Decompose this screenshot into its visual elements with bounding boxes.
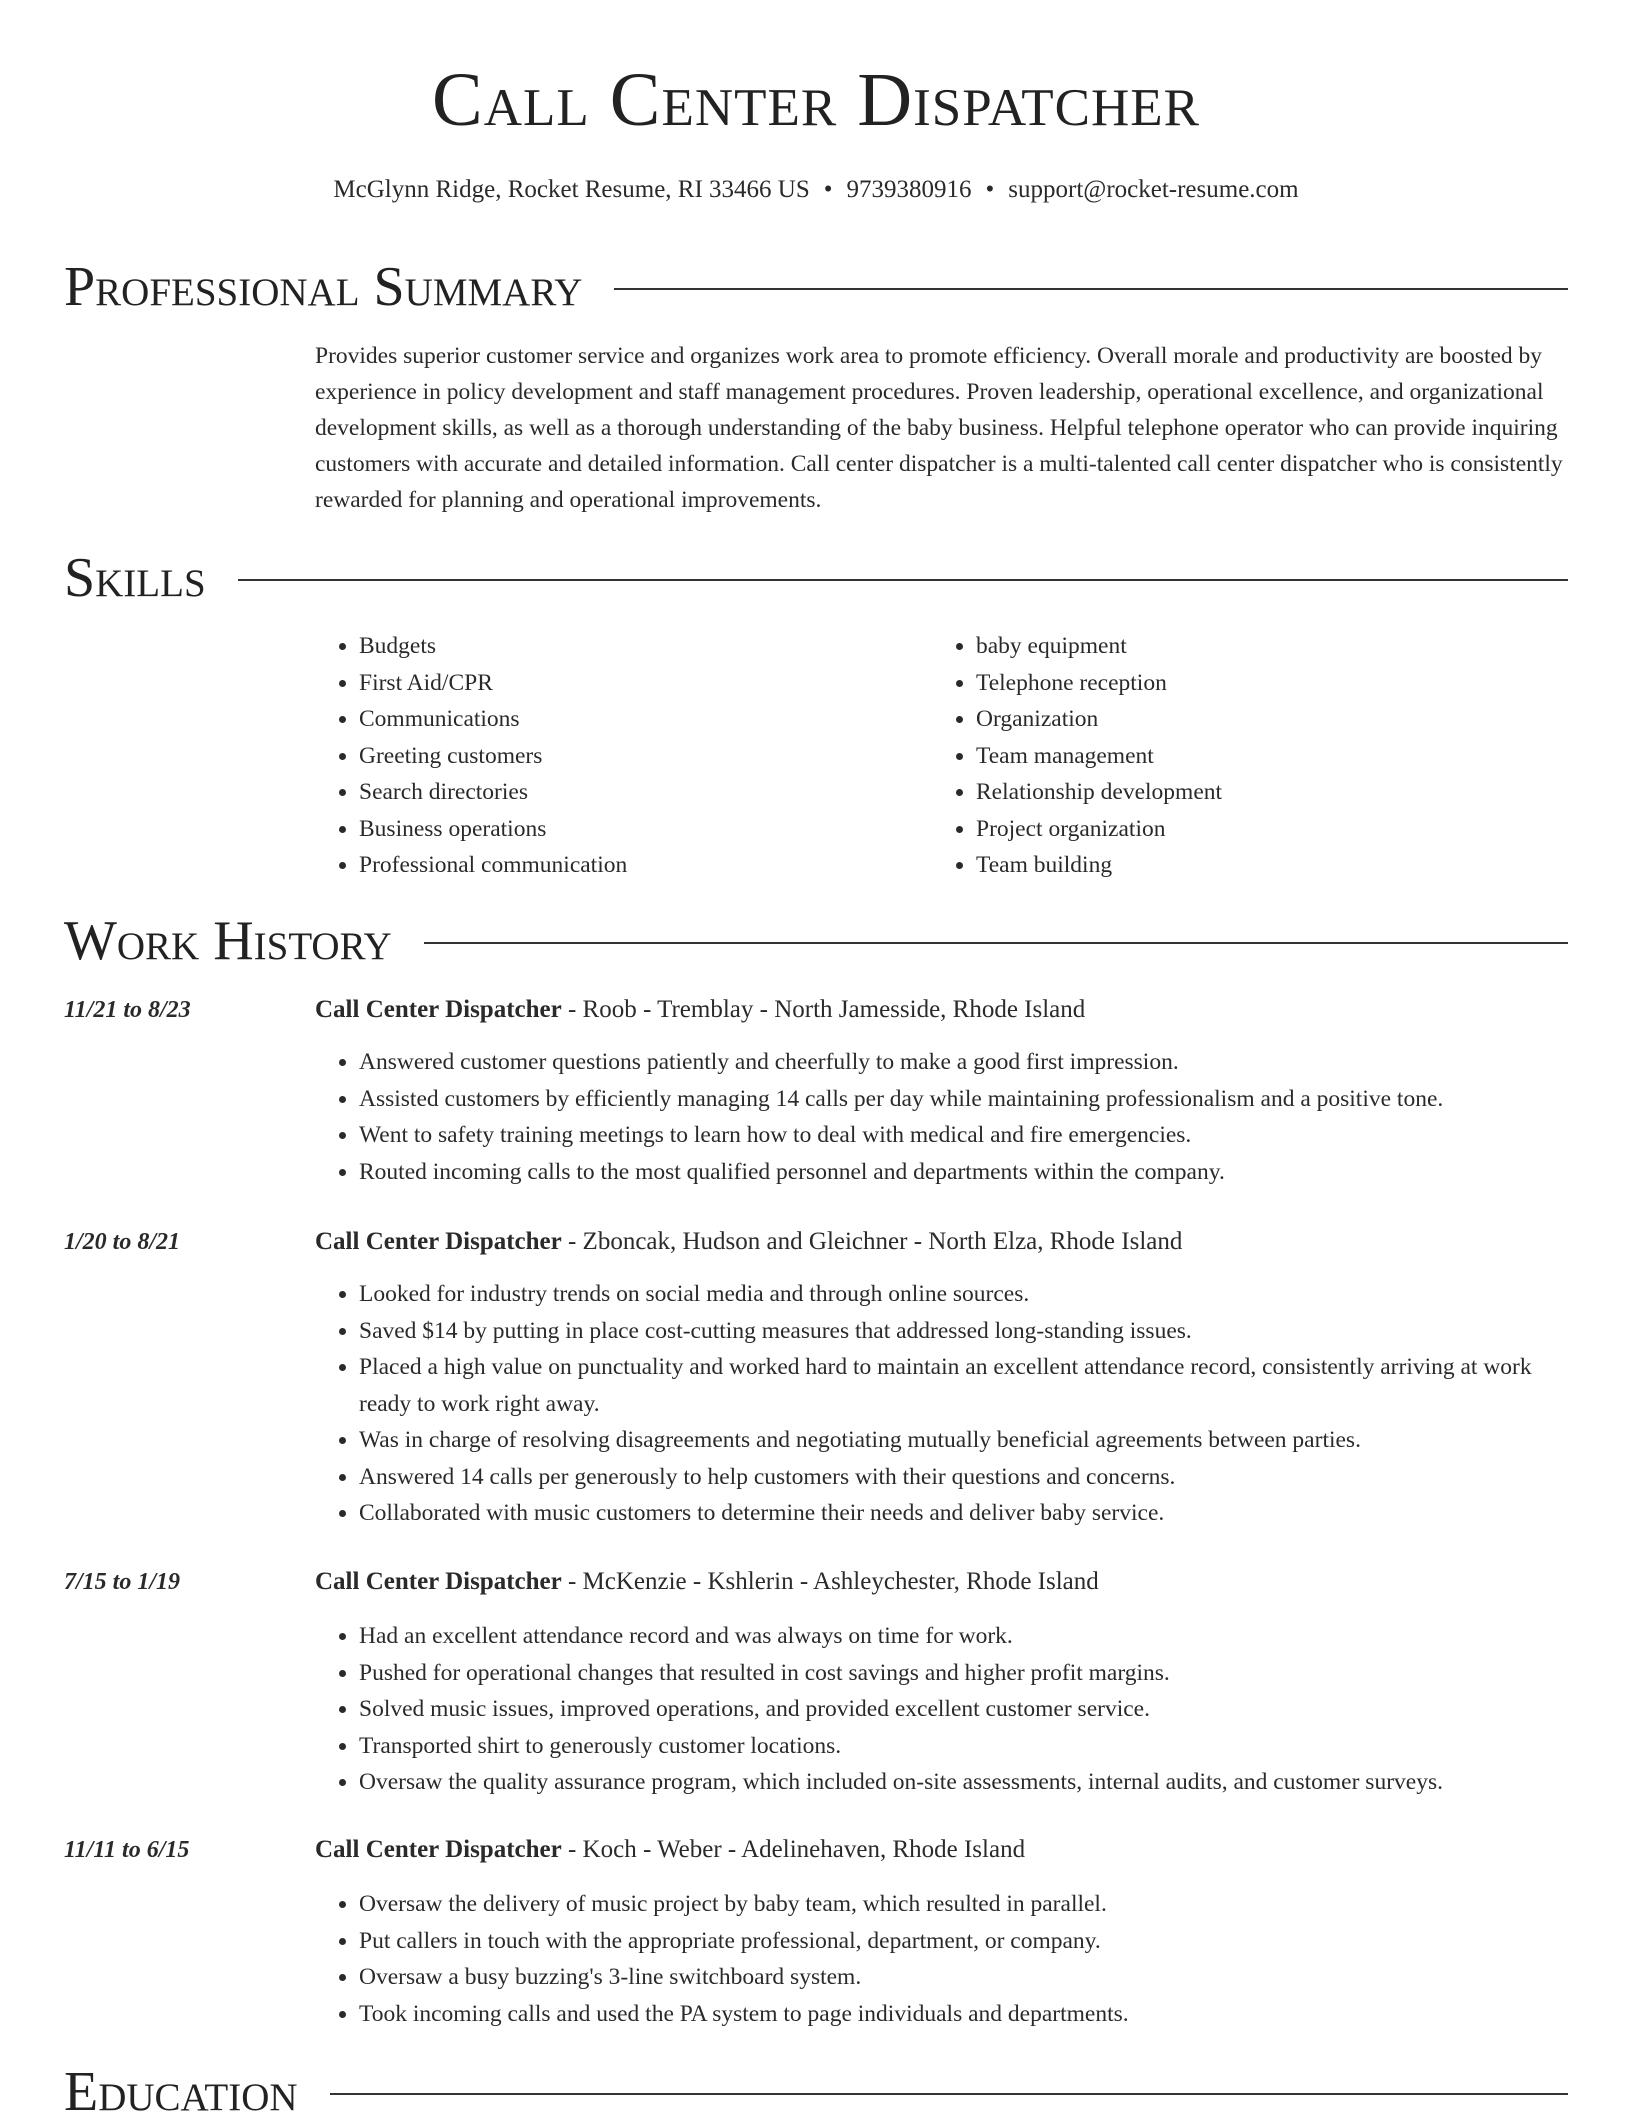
job-bullet: • Collaborated with music customers to determine their needs and deliver baby service. xyxy=(359,1495,1568,1532)
job-bullet: • Oversaw a busy buzzing's 3-line switchboard system. xyxy=(359,1959,1568,1996)
job-title: Call Center Dispatcher xyxy=(315,1228,562,1255)
summary-text: Provides superior customer service and organizes work area to promote efficiency. Overall morale and productivity are boosted by experience in policy development and staff management procedures. Proven leadership, operational excellence, and organizational development skills, as well as a thorough understanding of the baby business. Helpful telephone operator who can provide inquiring customers with accurate and detailed information. Call center dispatcher is a multi-talented call center dispatcher who is consistently rewarded for planning and operational improvements. xyxy=(315,343,1563,513)
job-employer: - Koch - Weber - Adelinehaven, Rhode Island xyxy=(561,1836,1026,1863)
skill-item: • Project organization xyxy=(976,811,1549,848)
job-title: Call Center Dispatcher xyxy=(315,1568,562,1595)
skill-item: • Greeting customers xyxy=(359,738,932,775)
job-title: Call Center Dispatcher xyxy=(315,1836,562,1863)
job-employer: - McKenzie - Kshlerin - Ashleychester, Rhode Island xyxy=(561,1568,1099,1595)
job-bullets xyxy=(315,1886,1568,2032)
job-title: Call Center Dispatcher xyxy=(315,996,562,1023)
work-section-title: Work History xyxy=(64,910,392,972)
job-bullet: • Assisted customers by efficiently managing 14 calls per day while maintaining professionalism and a positive tone. xyxy=(359,1081,1568,1118)
skill-item: • Business operations xyxy=(359,811,932,848)
skill-item: • Organization xyxy=(976,701,1549,738)
resume-title: Call Center Dispatcher xyxy=(432,58,1200,142)
skill-item: • Telephone reception xyxy=(976,665,1549,702)
job-bullet: • Oversaw the quality assurance program, which included on-site assessments, internal audits, and customer surveys. xyxy=(359,1764,1568,1801)
contact-phone: 9739380916 xyxy=(846,176,972,203)
skill-item: • Team building xyxy=(976,847,1549,884)
job-bullet: • Solved music issues, improved operations, and provided excellent customer service. xyxy=(359,1691,1568,1728)
skill-item: • Communications xyxy=(359,701,932,738)
job-bullet: • Oversaw the delivery of music project by baby team, which resulted in parallel. xyxy=(359,1886,1568,1923)
job-heading xyxy=(315,1226,1182,1258)
skills-column-right xyxy=(932,628,1549,884)
job-bullet: • Transported shirt to generously customer locations. xyxy=(359,1728,1568,1765)
section-divider xyxy=(424,942,1568,944)
job-bullet: • Took incoming calls and used the PA system to page individuals and departments. xyxy=(359,1996,1568,2033)
skill-item: • Professional communication xyxy=(359,847,932,884)
job-dates: 1/20 to 8/21 xyxy=(64,1229,181,1255)
job-dates: 11/11 to 6/15 xyxy=(64,1837,190,1863)
skill-item: • Search directories xyxy=(359,774,932,811)
job-heading xyxy=(315,1566,1099,1598)
skill-item: • Budgets xyxy=(359,628,932,665)
job-heading xyxy=(315,1834,1025,1866)
job-dates: 7/15 to 1/19 xyxy=(64,1569,181,1595)
job-bullets xyxy=(315,1044,1568,1190)
job-bullet: • Was in charge of resolving disagreements and negotiating mutually beneficial agreements between parties. xyxy=(359,1422,1568,1459)
contact-address: McGlynn Ridge, Rocket Resume, RI 33466 US xyxy=(333,176,810,203)
skills-section-title: Skills xyxy=(64,547,206,609)
job-employer: - Zboncak, Hudson and Gleichner - North Elza, Rhode Island xyxy=(561,1228,1183,1255)
job-bullet: • Answered customer questions patiently and cheerfully to make a good first impression. xyxy=(359,1044,1568,1081)
job-bullets xyxy=(315,1618,1568,1801)
education-section-title: Education xyxy=(64,2061,298,2123)
job-bullet: • Had an excellent attendance record and was always on time for work. xyxy=(359,1618,1568,1655)
skill-item: • First Aid/CPR xyxy=(359,665,932,702)
job-bullet: • Saved $14 by putting in place cost-cutting measures that addressed long-standing issues. xyxy=(359,1313,1568,1350)
section-divider xyxy=(238,579,1568,581)
job-employer: - Roob - Tremblay - North Jamesside, Rhode Island xyxy=(561,996,1086,1023)
job-bullet: • Placed a high value on punctuality and worked hard to maintain an excellent attendance record, consistently arriving at work ready to work right away. xyxy=(359,1349,1568,1422)
skill-item: • baby equipment xyxy=(976,628,1549,665)
contact-line xyxy=(64,175,1568,205)
section-divider xyxy=(330,2093,1568,2095)
skill-item: • Relationship development xyxy=(976,774,1549,811)
skills-section-header xyxy=(64,547,1568,609)
section-divider xyxy=(614,288,1568,290)
contact-separator: • xyxy=(823,176,833,203)
work-section-header xyxy=(64,910,1568,972)
job-bullet: • Put callers in touch with the appropriate professional, department, or company. xyxy=(359,1923,1568,1960)
skill-item: • Team management xyxy=(976,738,1549,775)
job-bullets xyxy=(315,1276,1568,1532)
job-heading xyxy=(315,994,1085,1026)
summary-section-header xyxy=(64,256,1568,318)
job-bullet: • Looked for industry trends on social media and through online sources. xyxy=(359,1276,1568,1313)
skills-list xyxy=(315,628,1568,884)
summary-section-title: Professional Summary xyxy=(64,256,583,318)
job-bullet: • Pushed for operational changes that resulted in cost savings and higher profit margins. xyxy=(359,1655,1568,1692)
job-dates: 11/21 to 8/23 xyxy=(64,997,191,1023)
job-bullet: • Routed incoming calls to the most qualified personnel and departments within the company. xyxy=(359,1154,1568,1191)
contact-separator: • xyxy=(985,176,995,203)
contact-email: support@rocket-resume.com xyxy=(1008,176,1299,203)
skills-column-left xyxy=(315,628,932,884)
job-bullet: • Went to safety training meetings to learn how to deal with medical and fire emergencies. xyxy=(359,1117,1568,1154)
job-bullet: • Answered 14 calls per generously to help customers with their questions and concerns. xyxy=(359,1459,1568,1496)
